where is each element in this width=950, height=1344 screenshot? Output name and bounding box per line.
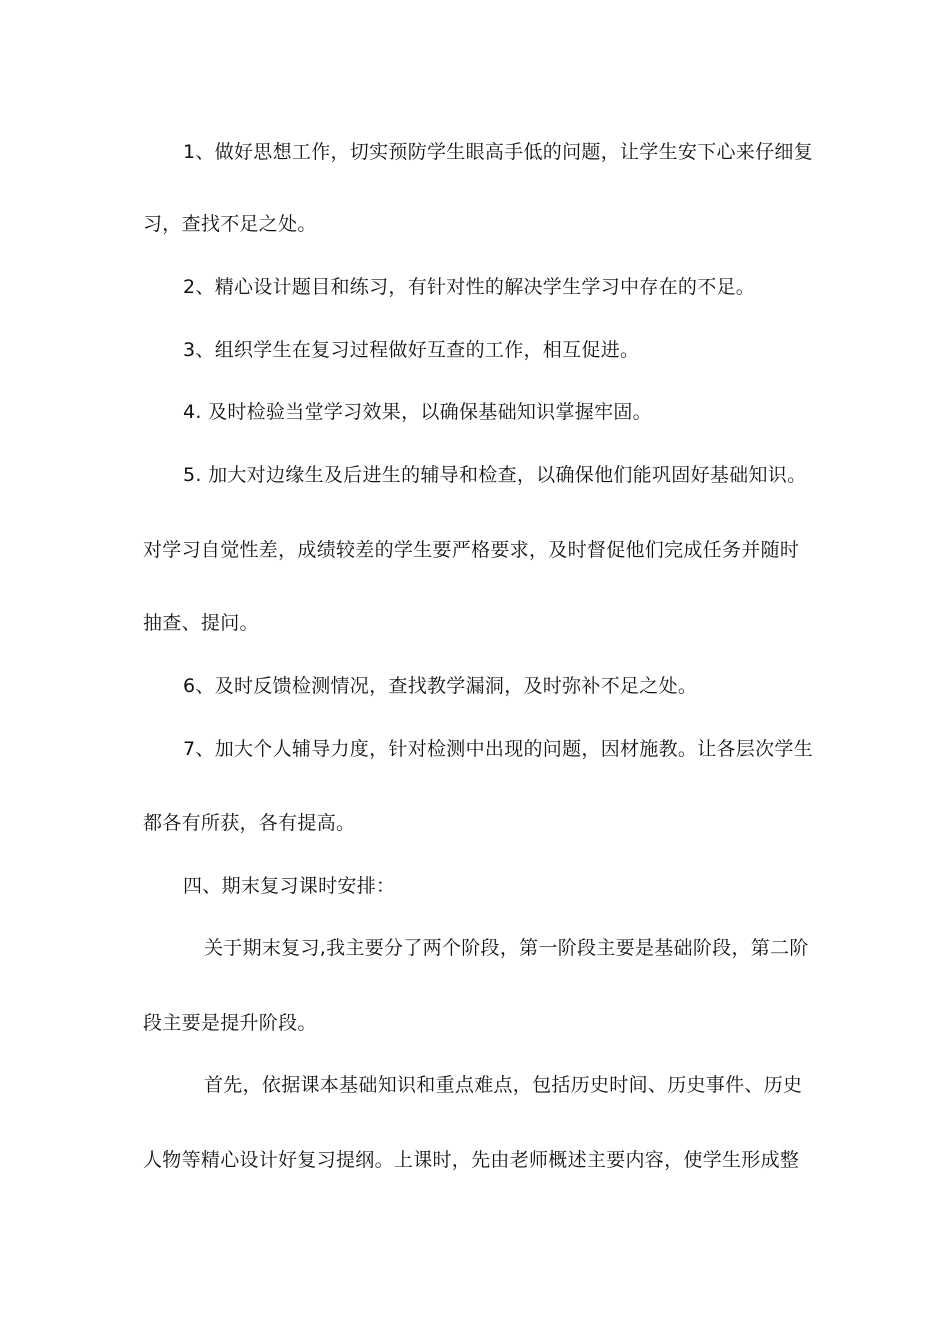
paragraph-line: 5. 加大对边缘生及后进生的辅导和检查，以确保他们能巩固好基础知识。 (183, 464, 807, 486)
paragraph-line: 3、组织学生在复习过程做好互查的工作，相互促进。 (183, 339, 640, 361)
paragraph-line: 6、及时反馈检测情况，查找教学漏洞，及时弥补不足之处。 (183, 675, 698, 697)
paragraph-line: 关于期末复习,我主要分了两个阶段，第一阶段主要是基础阶段，第二阶 (204, 937, 809, 959)
paragraph-line: 2、精心设计题目和练习，有针对性的解决学生学习中存在的不足。 (183, 276, 756, 298)
paragraph-line: 对学习自觉性差，成绩较差的学生要严格要求，及时督促他们完成任务并随时 (143, 539, 800, 561)
paragraph-line: 人物等精心设计好复习提纲。上课时，先由老师概述主要内容，使学生形成整 (143, 1149, 800, 1171)
paragraph-line: 都各有所获，各有提高。 (143, 812, 356, 834)
paragraph-line: 首先，依据课本基础知识和重点难点，包括历史时间、历史事件、历史 (204, 1074, 803, 1096)
paragraph-line: 抽查、提问。 (143, 612, 259, 634)
paragraph-line: 4. 及时检验当堂学习效果，以确保基础知识掌握牢固。 (183, 401, 652, 423)
paragraph-line: 习，查找不足之处。 (143, 213, 317, 235)
paragraph-line: 段主要是提升阶段。 (143, 1012, 317, 1034)
section-heading: 四、期末复习课时安排： (183, 875, 396, 897)
paragraph-line: 1、做好思想工作，切实预防学生眼高手低的问题，让学生安下心来仔细复 (183, 141, 813, 163)
paragraph-line: 7、加大个人辅导力度，针对检测中出现的问题，因材施教。让各层次学生 (183, 738, 813, 760)
